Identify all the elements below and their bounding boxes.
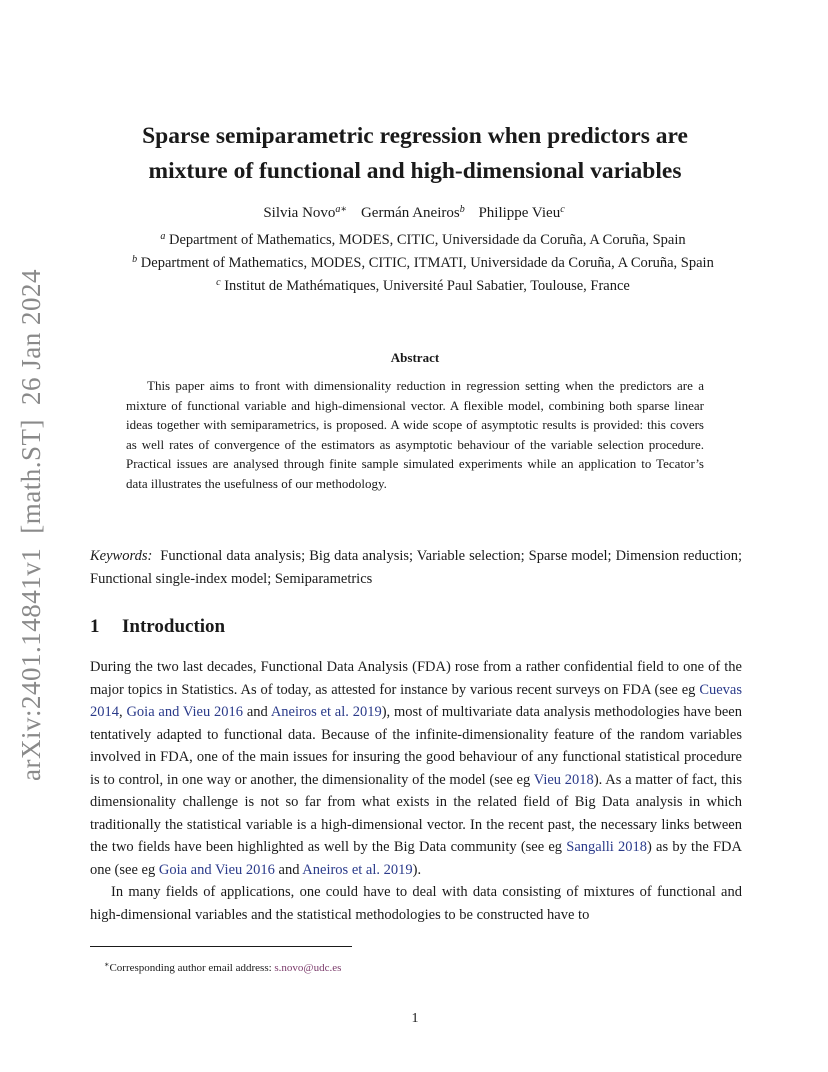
- intro-paragraph: In many fields of applications, one could have to deal with data consisting of mixtures of functional and high-dimensional variables and the statistical methodologies to be constructed have to: [90, 884, 742, 923]
- title-line-1: Sparse semiparametric regression when predictors are: [142, 123, 688, 149]
- citation-link[interactable]: Goia and Vieu 2016: [126, 704, 244, 720]
- affiliation: $^c$ Institut de Mathématiques, Université Paul Sabatier, Toulouse, France: [216, 277, 630, 294]
- author-list: [0, 205, 828, 222]
- citation-link[interactable]: Sangalli 2018: [566, 839, 648, 855]
- arxiv-sidebar-stamp: [16, 268, 56, 788]
- arxiv-id[interactable]: arXiv:2401.14841v1: [16, 547, 46, 781]
- citation-link[interactable]: Aneiros et al. 2019: [302, 861, 413, 878]
- author: Germán Aneiros$^b$: [360, 204, 465, 221]
- abstract-text: This paper aims to front with dimensionality reduction in regression setting when the predictors are a mixture of functional variable and high-dimensional vector. A flexible model, combining both sparse linear ideas together with semiparametrics, is proposed. A wide scope of asymptotic results is provided: this covers as well rates of convergence of the estimators as asymptotic behaviour of the variable selection procedure. Practical issues are analysed through finite sample simulated experiments while an application to Tecator’s data illustrates the usefulness of our methodology.: [126, 378, 704, 491]
- citation-link[interactable]: Cuevas 2014: [90, 681, 742, 720]
- abstract-heading: Abstract: [390, 350, 440, 365]
- page-number: 1: [411, 1011, 419, 1026]
- arxiv-date: 26 Jan 2024: [16, 269, 46, 406]
- keywords: [90, 545, 742, 590]
- keywords-text: Functional data analysis; Big data analysis; Variable selection; Sparse model; Dimension reduction; Functional single-index model; Semiparametrics: [90, 548, 743, 587]
- keywords-label: Keywords:: [90, 548, 153, 564]
- arxiv-category: [math.ST]: [16, 419, 46, 534]
- citation-link[interactable]: Goia and Vieu 2016: [158, 861, 275, 878]
- citation-link[interactable]: Aneiros et al. 2019: [270, 704, 382, 720]
- author: Silvia Novo$^{a∗}$: [263, 204, 348, 221]
- section-number: 1: [90, 616, 100, 637]
- section-heading: [90, 616, 225, 638]
- author: Philippe Vieu$^c$: [478, 204, 565, 221]
- affiliation: $^b$ Department of Mathematics, MODES, CITIC, ITMATI, Universidade da Coruña, A Coruña, Spain: [132, 254, 714, 271]
- intro-body: [90, 656, 742, 926]
- footnote-rule: [90, 946, 352, 947]
- citation-link[interactable]: Vieu 2018: [533, 771, 594, 788]
- intro-paragraph: During the two last decades, Functional Data Analysis (FDA) rose from a rather confidential field to one of the major topics in Statistics. As of today, as attested for instance by various recent surveys on FDA (see eg Cuevas 2014, Goia and Vieu 2016 and Aneiros et al. 2019), most of multivariate data analysis methodologies have been tentatively adapted to functional data. Because of the infinite-dimensionality feature of the random variables involved in FDA, one of the main issues for insuring the good behaviour of any functional statistical procedure is to control, in one way or another, the dimensionality of the model (see eg Vieu 2018). As a matter of fact, this dimensionality challenge is not so far from what exists in the related field of Big Data analysis in which traditionally the statistical variable is a high-dimensional vector. In the recent past, the necessary links between the two fields have been highlighted as well by the Big Data community (see eg Sangalli 2018) as by the FDA one (see eg Goia and Vieu 2016 and Aneiros et al. 2019).: [90, 659, 742, 878]
- section-title: Introduction: [122, 616, 226, 637]
- paper-title: [60, 119, 770, 189]
- title-line-2: mixture of functional and high-dimensional variables: [148, 158, 682, 184]
- author-email-link[interactable]: s.novo@udc.es: [274, 962, 342, 974]
- footnote: ∗Corresponding author email address: s.novo@udc.es: [104, 960, 342, 974]
- affiliation: $^a$ Department of Mathematics, MODES, CITIC, Universidade da Coruña, A Coruña, Spain: [160, 231, 686, 248]
